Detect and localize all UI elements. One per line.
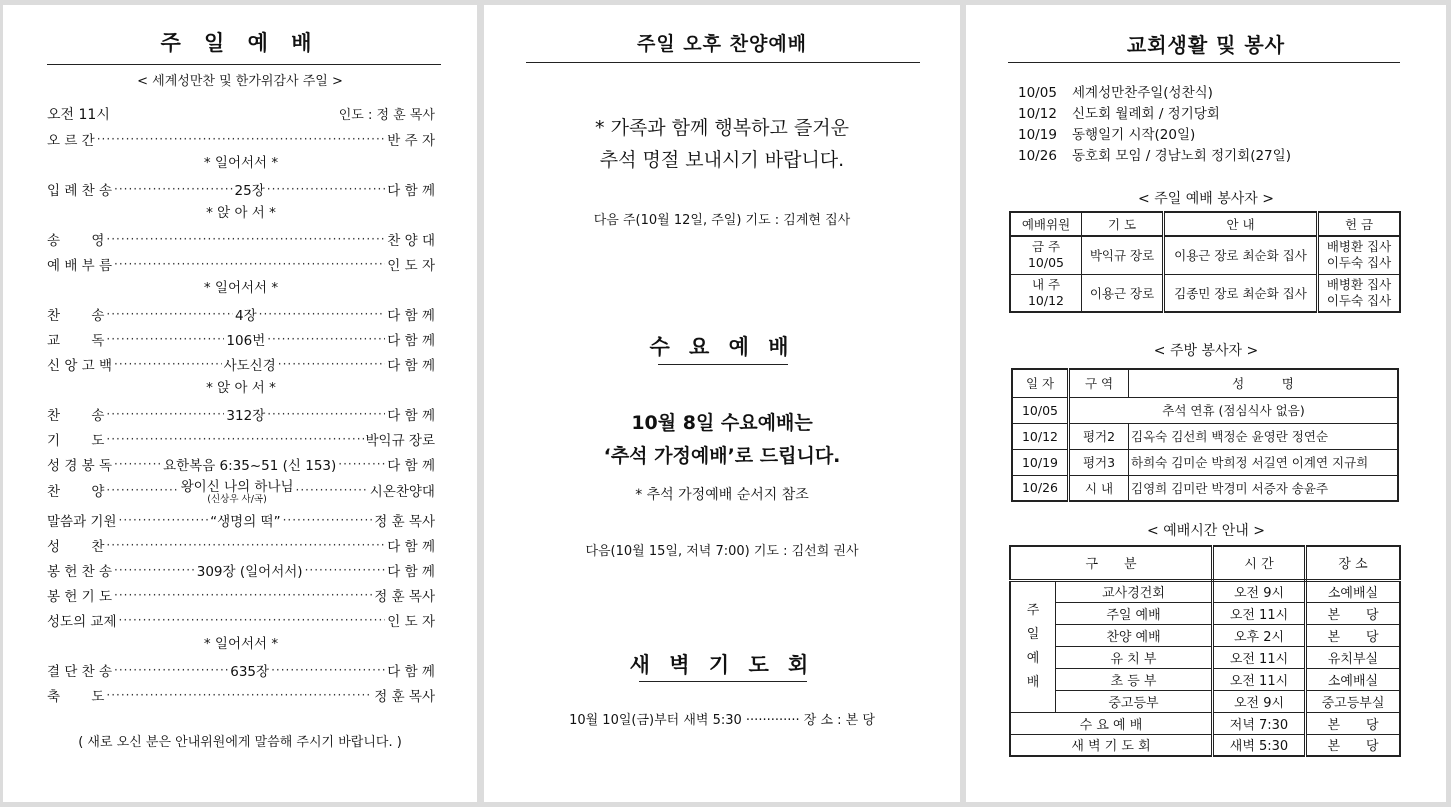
dawn-prayer-info: 10월 10일(금)부터 새벽 5:30 ············· 장 소 : 본 당	[569, 713, 875, 728]
next-prayer: 다음 주(10월 12일, 주일) 기도 : 김계현 집사	[593, 213, 851, 228]
schedule-title: < 예배시간 안내 >	[1147, 523, 1265, 539]
dot-leader	[106, 432, 363, 446]
order-item-presenter: 다 함 께	[387, 663, 435, 680]
event-item	[1018, 102, 1220, 122]
kitchen-table	[1011, 368, 1399, 502]
order-item-detail-sub: (신상우 사/곡)	[207, 494, 267, 505]
order-item	[47, 582, 435, 607]
order-item-detail	[235, 179, 265, 199]
order-item-detail-text: 635장	[230, 663, 270, 680]
servers-prayer: 이용근 장로	[1082, 274, 1164, 312]
kitchen-title: < 주방 봉사자 >	[1153, 343, 1259, 359]
order-item	[47, 451, 435, 476]
schedule-name: 중고등부	[1056, 690, 1213, 712]
dot-leader	[259, 307, 386, 321]
event-text: 동호회 모임 / 경남노회 정기회(27일)	[1072, 148, 1291, 164]
order-item-presenter: 정 훈 목사	[374, 513, 435, 530]
posture-cue: * 일어서서 *	[203, 155, 279, 171]
kitchen-row	[1012, 423, 1398, 449]
event-item	[1018, 144, 1291, 164]
order-item-presenter: 인 도 자	[387, 257, 435, 274]
servers-week: 내 주	[1031, 276, 1061, 292]
order-item-label: 신 앙 고 백	[47, 357, 113, 374]
servers-guide: 김종민 장로 최순화 집사	[1164, 274, 1318, 312]
kitchen-date: 10/26	[1012, 475, 1069, 501]
posture-cue: * 앉 아 서 *	[206, 205, 276, 221]
servers-date: 10/05	[1027, 255, 1065, 271]
schedule-name: 유 치 부	[1056, 646, 1213, 668]
greeting-line-2: 추석 명절 보내시기 바랍니다.	[599, 149, 845, 171]
dawn-rule	[639, 681, 807, 682]
wednesday-title: 수 요 예 배	[649, 335, 795, 359]
worship-leader: 인도 : 정 훈 목사	[338, 108, 435, 123]
order-item-detail-text: 309장 (일어서서)	[196, 563, 303, 580]
dot-leader	[114, 457, 161, 471]
title-rule	[47, 64, 441, 65]
schedule-time: 새벽 5:30	[1213, 734, 1306, 756]
dot-leader	[296, 483, 368, 497]
order-item-label: 기 도	[47, 432, 105, 449]
dot-leader	[278, 357, 386, 371]
schedule-place: 본 당	[1306, 734, 1401, 756]
dot-leader	[106, 688, 372, 702]
order-item	[47, 351, 435, 376]
order-item-detail	[226, 329, 265, 349]
sunday-worship-label	[1010, 580, 1056, 712]
wednesday-line-2: ‘추석 가정예배’로 드립니다.	[603, 445, 841, 467]
servers-week-cell	[1010, 236, 1082, 274]
schedule-row	[1010, 734, 1400, 756]
order-item-label: 봉 헌 기 도	[47, 588, 113, 605]
servers-date: 10/12	[1027, 292, 1065, 308]
order-item	[47, 401, 435, 426]
order-item	[47, 326, 435, 351]
dot-leader	[106, 538, 385, 552]
servers-header-cell: 안 내	[1164, 212, 1318, 236]
kitchen-names: 하희숙 김미순 박희정 서길연 이계연 지규희	[1129, 449, 1399, 475]
wednesday-note: * 추석 가정예배 순서지 참조	[635, 487, 809, 503]
order-item-label: 송 영	[47, 232, 105, 249]
schedule-name: 찬양 예배	[1056, 624, 1213, 646]
order-item	[47, 607, 435, 632]
dot-leader	[114, 563, 195, 577]
order-item-presenter: 인 도 자	[387, 613, 435, 630]
page-subtitle: < 세계성만찬 및 한가위감사 주일 >	[137, 74, 343, 89]
order-item-label: 오 르 간	[47, 132, 95, 149]
order-item-detail	[210, 510, 280, 530]
dot-leader	[119, 513, 209, 527]
order-item	[47, 126, 435, 151]
kitchen-date: 10/12	[1012, 423, 1069, 449]
order-item-detail-text: 106번	[226, 332, 266, 349]
order-item-presenter: 다 함 께	[387, 357, 435, 374]
kitchen-row	[1012, 449, 1398, 475]
order-item-detail	[235, 304, 257, 324]
order-item-detail-text: “생명의 떡”	[210, 513, 281, 530]
dot-leader	[114, 357, 222, 371]
schedule-time: 오전 11시	[1213, 646, 1306, 668]
order-item-presenter: 찬 양 대	[387, 232, 435, 249]
schedule-place: 소예배실	[1306, 668, 1401, 690]
servers-header-cell: 기 도	[1082, 212, 1164, 236]
servers-header-cell: 헌 금	[1318, 212, 1401, 236]
order-item	[47, 301, 435, 326]
schedule-row	[1010, 602, 1400, 624]
wednesday-next-prayer: 다음(10월 15일, 저녁 7:00) 기도 : 김선희 권사	[585, 544, 859, 559]
schedule-row	[1010, 668, 1400, 690]
order-item	[47, 682, 435, 707]
servers-table	[1009, 211, 1401, 313]
schedule-place: 소예배실	[1306, 580, 1401, 602]
servers-title: < 주일 예배 봉사자 >	[1138, 191, 1274, 207]
schedule-name: 주일 예배	[1056, 602, 1213, 624]
event-text: 신도회 월례회 / 정기당회	[1072, 106, 1220, 122]
kitchen-note: 추석 연휴 (점심식사 없음)	[1069, 397, 1399, 423]
order-item-label: 입 례 찬 송	[47, 182, 113, 199]
schedule-name: 새 벽 기 도 회	[1010, 734, 1213, 756]
dot-leader	[267, 332, 385, 346]
schedule-time: 오전 11시	[1213, 668, 1306, 690]
order-item-label: 찬 송	[47, 307, 105, 324]
schedule-place: 본 당	[1306, 624, 1401, 646]
dot-leader	[106, 232, 385, 246]
kitchen-row	[1012, 475, 1398, 501]
dot-leader	[106, 332, 224, 346]
schedule-table	[1009, 545, 1401, 757]
schedule-time: 저녁 7:30	[1213, 712, 1306, 734]
servers-header-cell: 예배위원	[1010, 212, 1082, 236]
order-item-label: 성 경 봉 독	[47, 457, 113, 474]
dot-leader	[283, 513, 373, 527]
order-item-detail-text: 25장	[234, 182, 265, 199]
order-item	[47, 476, 435, 504]
order-item-presenter: 다 함 께	[387, 182, 435, 199]
sunday-label-char: 배	[1026, 674, 1040, 690]
posture-cue: * 일어서서 *	[203, 636, 279, 652]
order-item-presenter: 정 훈 목사	[374, 688, 435, 705]
servers-week-cell	[1010, 274, 1082, 312]
kitchen-names: 김옥숙 김선희 백정순 윤영란 정연순	[1129, 423, 1399, 449]
dot-leader	[97, 132, 386, 146]
kitchen-date: 10/19	[1012, 449, 1069, 475]
order-item	[47, 426, 435, 451]
dot-leader	[267, 182, 386, 196]
order-item-detail-text: 사도신경	[223, 357, 276, 374]
order-item-presenter: 다 함 께	[387, 407, 435, 424]
kitchen-header-cell: 일 자	[1012, 369, 1069, 397]
event-text: 세계성만찬주일(성찬식)	[1072, 85, 1213, 101]
schedule-time: 오전 9시	[1213, 690, 1306, 712]
order-item-detail	[163, 454, 336, 474]
order-item-detail	[224, 354, 276, 374]
order-item-label: 찬 양	[47, 484, 105, 500]
schedule-name: 초 등 부	[1056, 668, 1213, 690]
order-item-detail-text: 요한복음 6:35~51 (신 153)	[163, 457, 337, 474]
kitchen-area: 시 내	[1069, 475, 1129, 501]
order-item-label: 찬 송	[47, 407, 105, 424]
order-item	[47, 251, 435, 276]
dot-leader	[114, 588, 372, 602]
order-item-detail-text: 312장	[226, 407, 266, 424]
order-item-detail	[197, 560, 303, 580]
dot-leader	[106, 483, 178, 497]
event-item	[1018, 81, 1213, 101]
servers-offering: 이두숙 집사	[1326, 292, 1392, 308]
afternoon-worship-page	[484, 5, 960, 802]
title-rule	[1008, 62, 1400, 63]
dot-leader	[305, 563, 386, 577]
dot-leader	[271, 663, 385, 677]
order-item-presenter: 정 훈 목사	[374, 588, 435, 605]
dawn-prayer-title: 새 벽 기 도 회	[629, 653, 815, 677]
servers-offering-cell	[1318, 236, 1401, 274]
schedule-row	[1010, 690, 1400, 712]
order-item-label: 예 배 부 름	[47, 257, 113, 274]
visitor-note: ( 새로 오신 분은 안내위원에게 말씀해 주시기 바랍니다. )	[78, 735, 402, 750]
schedule-place: 유치부실	[1306, 646, 1401, 668]
event-text: 동행일기 시작(20일)	[1072, 127, 1196, 143]
schedule-time: 오전 11시	[1213, 602, 1306, 624]
order-item-presenter: 다 함 께	[387, 457, 436, 474]
posture-cue: * 일어서서 *	[203, 280, 279, 296]
servers-offering: 배병환 집사	[1326, 239, 1392, 255]
order-item-label: 교 독	[47, 332, 105, 349]
sunday-label-char: 일	[1026, 626, 1040, 642]
schedule-header-cell: 장 소	[1306, 546, 1401, 580]
servers-week: 금 주	[1031, 239, 1061, 255]
schedule-row	[1010, 580, 1400, 602]
order-item-label: 성도의 교제	[47, 613, 117, 630]
church-life-page	[966, 5, 1446, 802]
order-item-label: 축 도	[47, 688, 105, 705]
schedule-row	[1010, 712, 1400, 734]
schedule-place: 본 당	[1306, 602, 1401, 624]
order-item-label: 결 단 찬 송	[47, 663, 113, 680]
page-title: 교회생활 및 봉사	[1126, 33, 1286, 57]
order-item-presenter: 시온찬양대	[369, 484, 435, 500]
worship-header	[47, 101, 435, 126]
sunday-worship-page	[3, 5, 477, 802]
servers-offering: 배병환 집사	[1326, 276, 1392, 292]
sunday-label-char: 주	[1026, 602, 1040, 618]
order-item	[47, 532, 435, 557]
servers-prayer: 박익규 장로	[1082, 236, 1164, 274]
event-date: 10/26	[1018, 148, 1057, 164]
event-date: 10/19	[1018, 127, 1057, 143]
event-date: 10/05	[1018, 85, 1057, 101]
schedule-name: 수 요 예 배	[1010, 712, 1213, 734]
servers-guide: 이용근 장로 최순화 집사	[1164, 236, 1318, 274]
order-item-detail-text: 4장	[235, 307, 257, 324]
worship-time: 오전 11시	[47, 106, 110, 123]
event-date: 10/12	[1018, 106, 1057, 122]
order-item-detail	[181, 475, 294, 505]
page-title: 주 일 예 배	[160, 31, 320, 55]
servers-row	[1010, 274, 1400, 312]
servers-row	[1010, 236, 1400, 274]
order-item-presenter: 다 함 께	[387, 307, 435, 324]
order-item	[47, 226, 435, 251]
schedule-header-cell: 구 분	[1010, 546, 1213, 580]
order-item-detail	[226, 404, 265, 424]
schedule-header-cell: 시 간	[1213, 546, 1306, 580]
order-item-label: 말씀과 기원	[47, 513, 117, 530]
kitchen-names: 김영희 김미란 박경미 서증자 송윤주	[1129, 475, 1399, 501]
order-item-label: 봉 헌 찬 송	[47, 563, 113, 580]
dot-leader	[338, 457, 385, 471]
dot-leader	[114, 182, 233, 196]
event-item	[1018, 123, 1195, 143]
kitchen-date: 10/05	[1012, 397, 1069, 423]
servers-offering: 이두숙 집사	[1326, 255, 1392, 271]
dot-leader	[119, 613, 386, 627]
title-rule	[526, 62, 920, 63]
schedule-time: 오후 2시	[1213, 624, 1306, 646]
order-item	[47, 176, 435, 201]
order-item	[47, 507, 435, 532]
servers-offering-cell	[1318, 274, 1401, 312]
schedule-row	[1010, 646, 1400, 668]
wednesday-rule	[658, 364, 788, 365]
schedule-place: 중고등부실	[1306, 690, 1401, 712]
dot-leader	[114, 663, 228, 677]
kitchen-area: 평거3	[1069, 449, 1129, 475]
order-item-presenter: 다 함 께	[387, 563, 435, 580]
schedule-row	[1010, 624, 1400, 646]
order-item-presenter: 반 주 자	[387, 132, 435, 149]
dot-leader	[106, 407, 224, 421]
order-item	[47, 557, 435, 582]
posture-cue: * 앉 아 서 *	[206, 380, 276, 396]
order-item-detail-text: 왕이신 나의 하나님	[180, 479, 294, 495]
dot-leader	[267, 407, 385, 421]
order-item-detail	[230, 660, 269, 680]
kitchen-header-cell: 성 명	[1129, 369, 1399, 397]
sunday-label-char: 예	[1026, 650, 1040, 666]
order-item-presenter: 다 함 께	[387, 332, 435, 349]
wednesday-line-1: 10월 8일 수요예배는	[631, 412, 813, 434]
kitchen-area: 평거2	[1069, 423, 1129, 449]
schedule-place: 본 당	[1306, 712, 1401, 734]
kitchen-header-cell: 구 역	[1069, 369, 1129, 397]
page-title: 주일 오후 찬양예배	[636, 33, 808, 55]
schedule-time: 오전 9시	[1213, 580, 1306, 602]
order-item	[47, 657, 435, 682]
order-item-label: 성 찬	[47, 538, 105, 555]
order-item-presenter: 박익규 장로	[365, 432, 435, 449]
greeting-line-1: * 가족과 함께 행복하고 즐거운	[595, 117, 849, 139]
order-item-presenter: 다 함 께	[387, 538, 435, 555]
schedule-name: 교사경건회	[1056, 580, 1213, 602]
kitchen-row	[1012, 397, 1398, 423]
dot-leader	[106, 307, 233, 321]
dot-leader	[114, 257, 385, 271]
